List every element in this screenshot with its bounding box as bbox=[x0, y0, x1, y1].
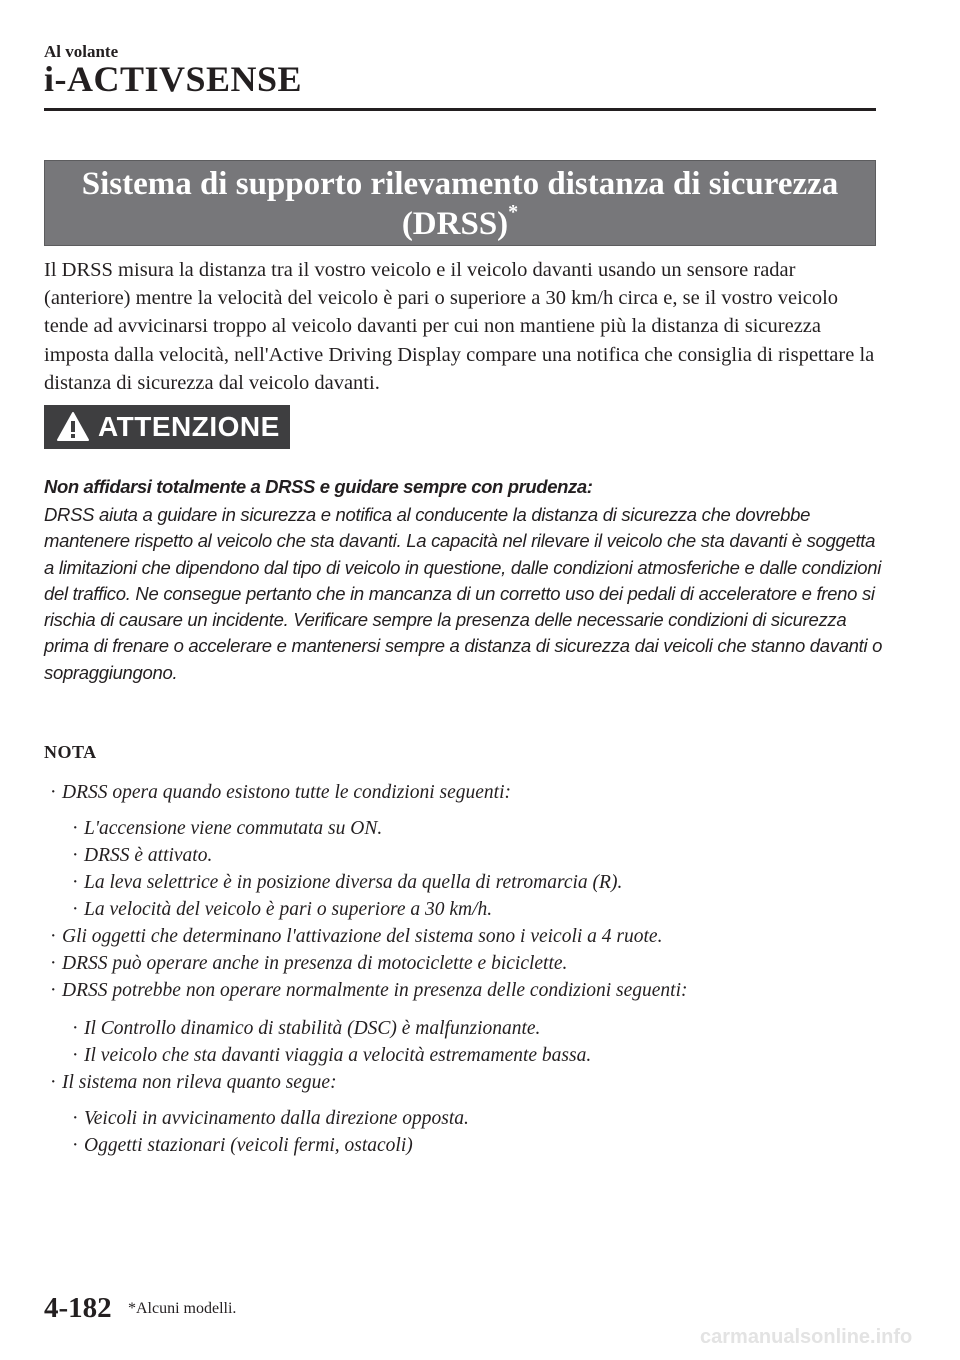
footnote-asterisk: * bbox=[508, 201, 519, 223]
watermark: carmanualsonline.info bbox=[700, 1326, 913, 1348]
note-subitem: · DRSS è attivato. bbox=[72, 845, 213, 866]
chapter-title: i-ACTIVSENSE bbox=[44, 59, 303, 99]
note-item: · DRSS opera quando esistono tutte le condizioni seguenti: bbox=[50, 782, 511, 803]
warning-heading: Non affidarsi totalmente a DRSS e guidare sempre con prudenza: bbox=[44, 476, 593, 497]
note-item: · DRSS potrebbe non operare normalmente in presenza delle condizioni seguenti: bbox=[50, 980, 688, 1001]
page-number: 4-182 bbox=[44, 1292, 112, 1324]
section-label: Al volante bbox=[44, 42, 119, 61]
warning-triangle-icon bbox=[56, 410, 90, 444]
note-subitem: · La leva selettrice è in posizione diversa da quella di retromarcia (R). bbox=[72, 872, 623, 893]
note-subitem: · L'accensione viene commutata su ON. bbox=[72, 818, 383, 839]
note-subitem: · Il veicolo che sta davanti viaggia a velocità estremamente bassa. bbox=[72, 1045, 592, 1066]
warning-body: DRSS aiuta a guidare in sicurezza e notifica al conducente la distanza di sicurezza che dovrebbe mantenere rispetto al veicolo che sta davanti. La capacità nel rilevare il veicolo che sta davanti è soggetta a limitazioni che dipendono dal tipo di veicolo in questione, dalle condizioni atmosferiche e dalle condizioni del traffico. Ne consegue pertanto che in mancanza di un corretto uso dei pedali di acceleratore e freno si rischia di causare un incidente. Verificare sempre la presenza delle necessarie condizioni di sicurezza prima di frenare o accelerare e mantenersi sempre a distanza di sicurezza dai veicoli che stanno davanti o sopraggiungono. bbox=[44, 504, 883, 683]
note-subitem: · Oggetti stazionari (veicoli fermi, ostacoli) bbox=[72, 1135, 413, 1156]
note-item: · Gli oggetti che determinano l'attivazione del sistema sono i veicoli a 4 ruote. bbox=[50, 926, 663, 947]
warning-label: ATTENZIONE bbox=[98, 411, 280, 442]
warning-badge bbox=[44, 405, 290, 449]
note-subitem: · Veicoli in avvicinamento dalla direzione opposta. bbox=[72, 1108, 469, 1129]
note-label: NOTA bbox=[44, 742, 97, 762]
section-title-box bbox=[44, 160, 876, 246]
footnote: *Alcuni modelli. bbox=[128, 1300, 237, 1317]
note-subitem: · Il Controllo dinamico di stabilità (DSC) è malfunzionante. bbox=[72, 1018, 541, 1039]
intro-paragraph: Il DRSS misura la distanza tra il vostro veicolo e il veicolo davanti usando un sensore radar (anteriore) mentre la velocità del veicolo è pari o superiore a 30 km/h circa e, se il vostro veicolo tende ad avvicinarsi troppo al veicolo davanti per cui non mantiene più la distanza di sicurezza imposta dalla velocità, nell'Active Driving Display compare una notifica che consiglia di rispettare la distanza di sicurezza dal veicolo davanti. bbox=[44, 259, 875, 394]
section-title-line1: Sistema di supporto rilevamento distanza di sicurezza bbox=[81, 166, 839, 202]
note-item: · Il sistema non rileva quanto segue: bbox=[50, 1072, 337, 1093]
note-subitem: · La velocità del veicolo è pari o superiore a 30 km/h. bbox=[72, 899, 493, 920]
header-divider bbox=[44, 108, 876, 111]
section-title-line2: (DRSS)* bbox=[401, 201, 519, 242]
note-item: · DRSS può operare anche in presenza di motociclette e biciclette. bbox=[50, 953, 568, 974]
